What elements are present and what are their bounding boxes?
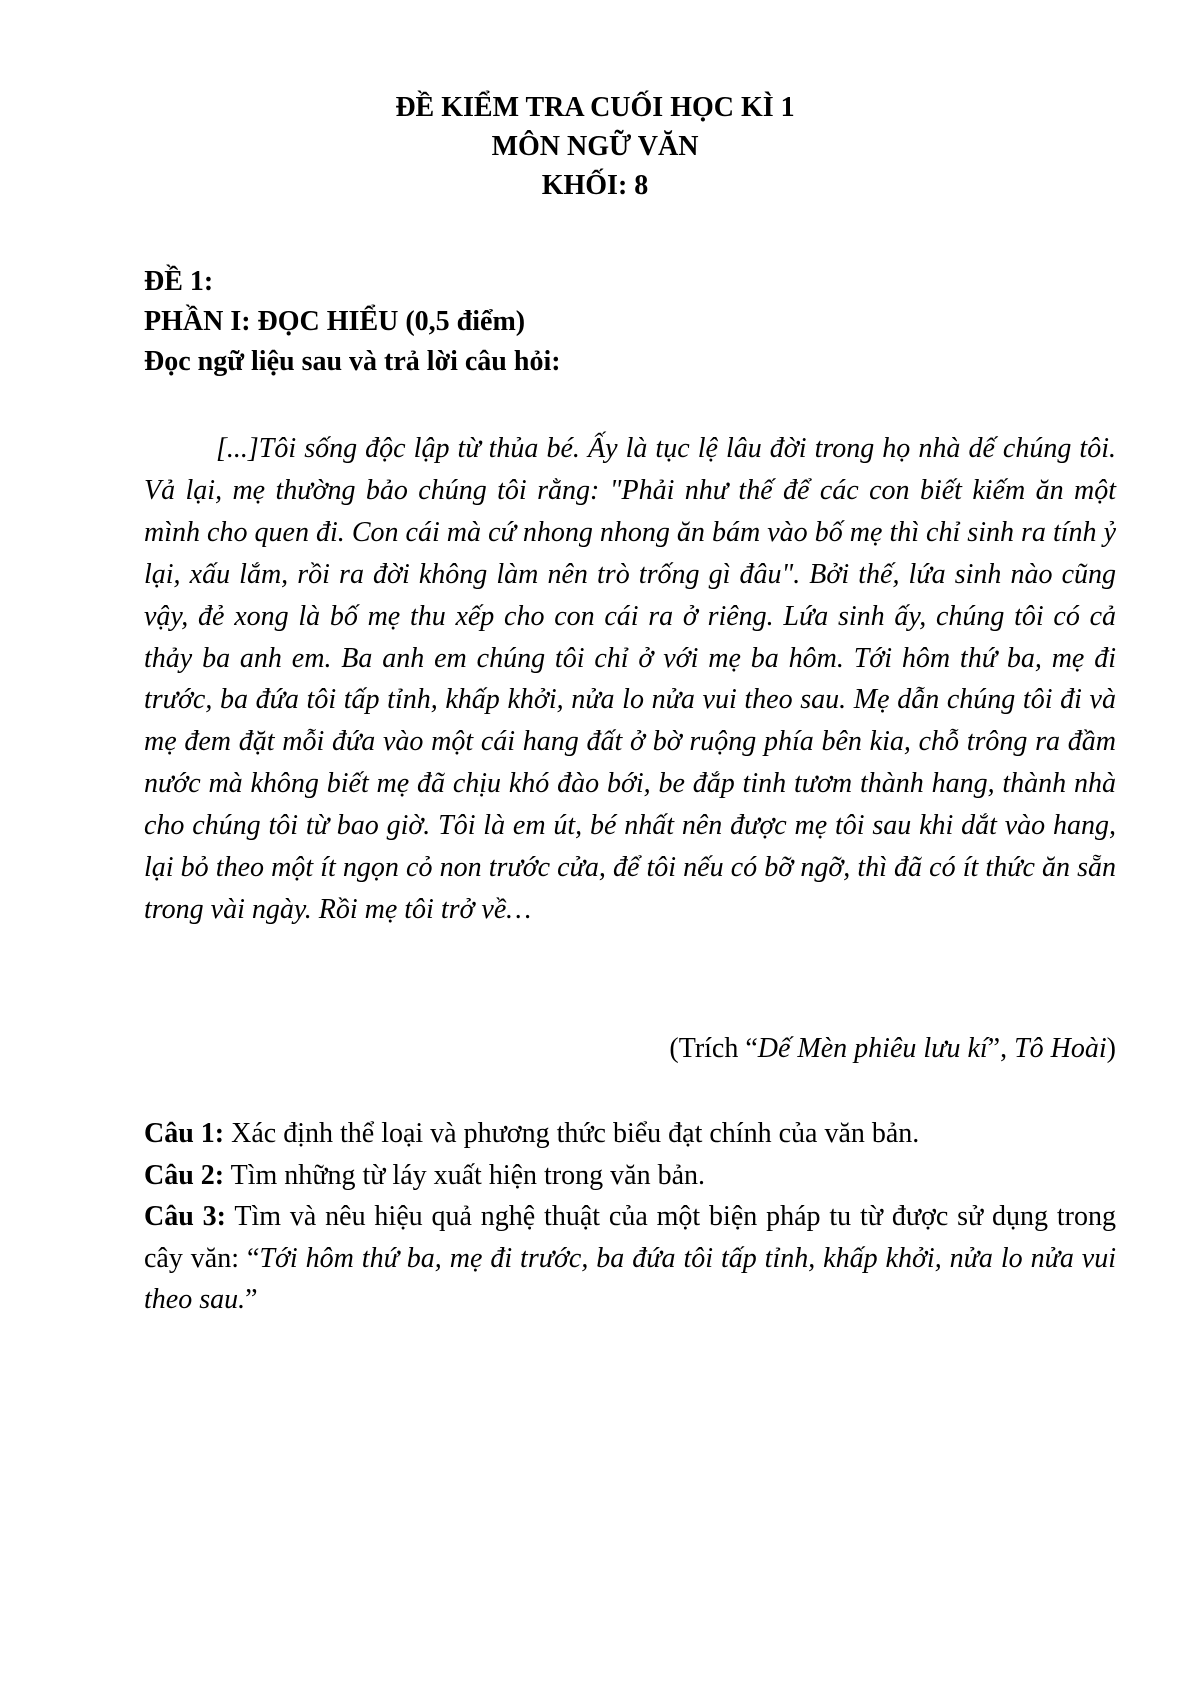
question-text: Tìm và nêu hiệu quả nghệ thuật của một biện pháp tu từ được sử dụng trong cây văn: “ — [144, 1201, 1116, 1274]
question-label: Câu 2: — [144, 1159, 225, 1191]
exam-number: ĐỀ 1: — [144, 266, 214, 297]
question-list — [144, 1113, 1116, 1321]
citation-work-title: Dế Mèn phiêu lưu kí — [757, 1033, 988, 1064]
question-quote: Tới hôm thứ ba, mẹ đi trước, ba đứa tôi tấp tỉnh, khấp khởi, nửa lo nửa vui theo sau. — [144, 1242, 1116, 1315]
exam-subject: MÔN NGỮ VĂN — [491, 131, 699, 162]
question-label: Câu 1: — [144, 1118, 225, 1149]
reading-passage: [...]Tôi sống độc lập từ thủa bé. Ấy là tục lệ lâu đời trong họ nhà dế chúng tôi. Vả lại, mẹ thường bảo chúng tôi rằng: "Phải như thế để các con biết kiếm ăn một mình cho quen đi. Con cái mà cứ nhong nhong ăn bám vào bố mẹ thì chỉ sinh ra tính ỷ lại, xấu lắm, rồi ra đời không làm nên trò trống gì đâu". Bởi thế, lứa sinh nào cũng vậy, đẻ xong là bố mẹ thu xếp cho con cái ra ở riêng. Lứa sinh ấy, chúng tôi có cả thảy ba anh em. Ba anh em chúng tôi chỉ ở với mẹ ba hôm. Tới hôm thứ ba, mẹ đi trước, ba đứa tôi tấp tỉnh, khấp khởi, nửa lo nửa vui theo sau. Mẹ dẫn chúng tôi đi và mẹ đem đặt mỗi đứa vào một cái hang đất ở bờ ruộng phía bên kia, chỗ trông ra đầm nước mà không biết mẹ đã chịu khó đào bới, be đắp tinh tươm thành hang, thành nhà cho chúng tôi từ bao giờ. Tôi là em út, bé nhất nên được mẹ tôi sau khi dắt vào hang, lại bỏ theo một ít ngọn cỏ non trước cửa, để tôi nếu có bỡ ngỡ, thì đã có ít thức ăn sẵn trong vài ngày. Rồi mẹ tôi trở về… — [144, 433, 1116, 925]
citation-middle: ”, — [987, 1033, 1015, 1064]
passage-citation — [669, 1029, 1116, 1069]
question-label: Câu 3: — [144, 1201, 226, 1232]
question-item — [144, 1196, 1116, 1321]
question-quote-close: ” — [245, 1284, 258, 1315]
question-text: Tìm những từ láy xuất hiện trong văn bản. — [224, 1159, 705, 1191]
exam-header — [0, 88, 1190, 205]
citation-suffix: ) — [1106, 1033, 1116, 1064]
exam-grade: KHỐI: 8 — [541, 170, 649, 201]
reading-instruction: Đọc ngữ liệu sau và trả lời câu hỏi: — [144, 346, 561, 377]
section-heading — [144, 262, 1104, 382]
question-item — [144, 1113, 1116, 1155]
question-text: Xác định thể loại và phương thức biểu đạt chính của văn bản. — [224, 1118, 920, 1149]
citation-prefix: (Trích “ — [669, 1033, 758, 1064]
exam-title: ĐỀ KIỂM TRA CUỐI HỌC KÌ 1 — [395, 92, 795, 123]
question-item — [144, 1155, 1116, 1197]
citation-author: Tô Hoài — [1014, 1033, 1107, 1064]
part-title: PHẦN I: ĐỌC HIỂU (0,5 điểm) — [144, 306, 526, 337]
